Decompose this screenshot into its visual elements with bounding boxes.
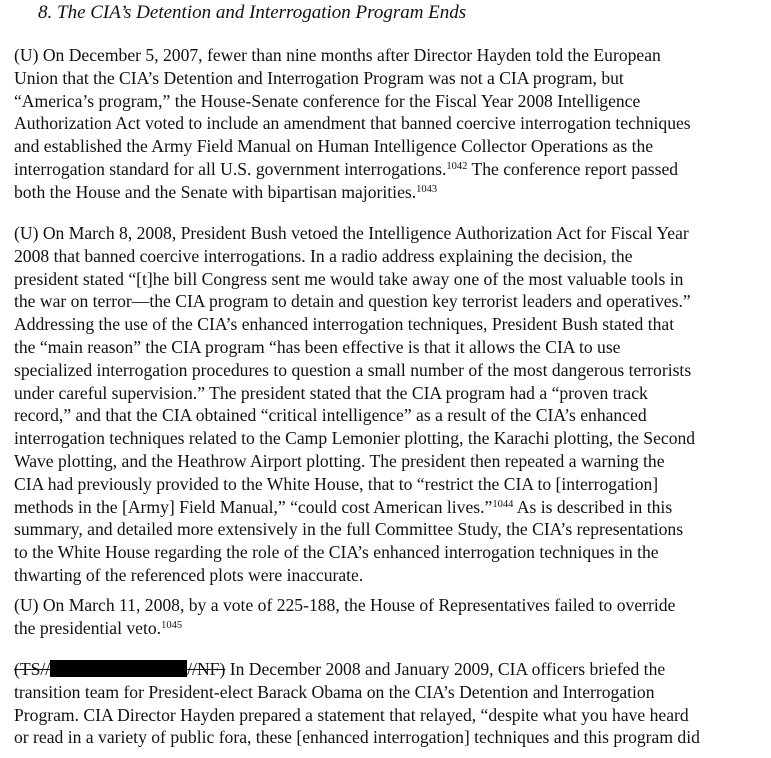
text-line: 2008 that banned coercive interrogations. In a radio address explaining the decision, the bbox=[14, 245, 633, 266]
text-segment: As is described in this bbox=[513, 496, 673, 517]
text-line: Addressing the use of the CIA’s enhanced interrogation techniques, President Bush stated that bbox=[14, 314, 675, 335]
classification-marking-close: //NF) bbox=[187, 659, 226, 679]
text-line: CIA had previously provided to the White House, that to “restrict the CIA to [interrogation] bbox=[14, 473, 659, 494]
text-segment: In December 2008 and January 2009, CIA officers briefed the bbox=[225, 659, 666, 679]
redaction-block bbox=[50, 660, 187, 677]
text-line bbox=[14, 617, 764, 640]
text-line bbox=[14, 658, 764, 681]
paragraph-december-2007 bbox=[14, 44, 764, 204]
text-line: (U) On March 8, 2008, President Bush vetoed the Intelligence Authorization Act for Fiscal Year bbox=[14, 223, 689, 243]
text-line: (U) On December 5, 2007, fewer than nine months after Director Hayden told the European bbox=[14, 45, 661, 65]
text-line: and established the Army Field Manual on Human Intelligence Collector Operations as the bbox=[14, 136, 654, 157]
text-segment: The conference report passed bbox=[467, 158, 679, 179]
text-line: Union that the CIA’s Detention and Interrogation Program was not a CIA program, but bbox=[14, 67, 624, 88]
text-line: interrogation techniques related to the Camp Lemonier plotting, the Karachi plotting, the Second bbox=[14, 428, 696, 449]
footnote-ref-1042: 1042 bbox=[446, 160, 468, 172]
text-segment: methods in the [Army] Field Manual,” “could cost American lives.” bbox=[14, 496, 493, 517]
text-line: (U) On March 11, 2008, by a vote of 225-188, the House of Representatives failed to override bbox=[14, 595, 676, 615]
text-line: or read in a variety of public fora, these [enhanced interrogation] techniques and this program did bbox=[14, 727, 700, 748]
text-line: thwarting of the referenced plots were inaccurate. bbox=[14, 564, 364, 585]
text-segment: the presidential veto. bbox=[14, 617, 162, 638]
text-line bbox=[14, 181, 764, 204]
text-line: Authorization Act voted to include an amendment that banned coercive interrogation techniques bbox=[14, 113, 691, 134]
text-line: transition team for President-elect Barack Obama on the CIA’s Detention and Interrogation bbox=[14, 681, 655, 702]
text-line: summary, and detailed more extensively in the full Committee Study, the CIA’s representations bbox=[14, 519, 684, 540]
text-line: specialized interrogation procedures to question a small number of the most dangerous terrorists bbox=[14, 359, 692, 380]
text-line: “America’s program,” the House-Senate conference for the Fiscal Year 2008 Intelligence bbox=[14, 90, 641, 111]
text-line: the “main reason” the CIA program “has been effective is that it allows the CIA to use bbox=[14, 336, 621, 357]
text-line: record,” and that the CIA obtained “critical intelligence” as a result of the CIA’s enhanced bbox=[14, 405, 647, 426]
text-line: president stated “[t]he bill Congress sent me would take away one of the most valuable tools in bbox=[14, 268, 684, 289]
paragraph-march-8-2008 bbox=[14, 222, 764, 587]
text-line: to the White House regarding the role of the CIA’s enhanced interrogation techniques in the bbox=[14, 542, 659, 563]
text-line bbox=[14, 158, 764, 181]
footnote-ref-1045: 1045 bbox=[161, 619, 183, 631]
text-line: the war on terror—the CIA program to detain and question key terrorist leaders and operatives.” bbox=[14, 291, 691, 312]
text-segment: interrogation standard for all U.S. government interrogations. bbox=[14, 158, 447, 179]
section-heading: 8. The CIA’s Detention and Interrogation Program Ends bbox=[38, 2, 467, 23]
text-line bbox=[14, 496, 764, 519]
text-segment: both the House and the Senate with bipartisan majorities. bbox=[14, 181, 417, 202]
paragraph-transition-briefing bbox=[14, 658, 764, 749]
classification-marking-open: (TS// bbox=[14, 659, 51, 679]
footnote-ref-1043: 1043 bbox=[416, 183, 438, 195]
footnote-ref-1044: 1044 bbox=[492, 498, 514, 510]
paragraph-march-11-2008 bbox=[14, 594, 764, 640]
text-line: Wave plotting, and the Heathrow Airport plotting. The president then repeated a warning the bbox=[14, 450, 665, 471]
text-line: Program. CIA Director Hayden prepared a statement that relayed, “despite what you have heard bbox=[14, 704, 689, 725]
text-line: under careful supervision.” The president stated that the CIA program had a “proven track bbox=[14, 382, 648, 403]
